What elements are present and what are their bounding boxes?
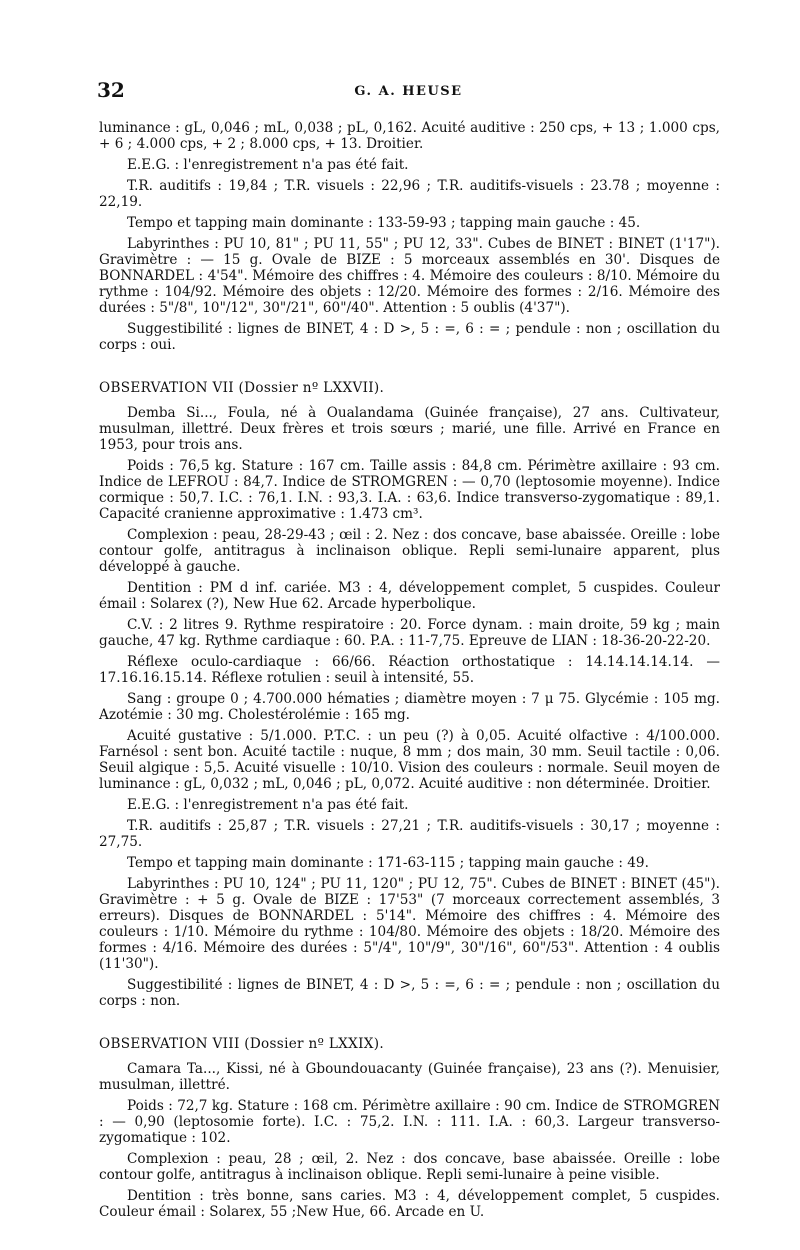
- paragraph: Dentition : très bonne, sans caries. M3 : 4, développement complet, 5 cuspides. Couleur émail : Solarex, 55 ;New Hue, 66. Arcade en U.: [99, 1188, 720, 1220]
- paragraph: C.V. : 2 litres 9. Rythme respiratoire : 20. Force dynam. : main droite, 59 kg ; main gauche, 47 kg. Rythme cardiaque : 60. P.A. : 11-7,75. Epreuve de LIAN : 18-36-20-22-20.: [99, 617, 720, 649]
- paragraph: Demba Si..., Foula, né à Oualandama (Guinée française), 27 ans. Cultivateur, musulman, illettré. Deux frères et trois sœurs ; marié, une fille. Arrivé en France en 1953, pour trois ans.: [99, 405, 720, 453]
- paragraph: Poids : 76,5 kg. Stature : 167 cm. Taille assis : 84,8 cm. Périmètre axillaire : 93 cm. Indice de LEFROU : 84,7. Indice de STROMGREN : — 0,70 (leptosomie moyenne). Indice cormique : 50,7. I.C. : 76,1. I.N. : 93,3. I.A. : 63,6. Indice transverso-zygomatique : 89,1. Capacité cranienne approximative : 1.473 cm³.: [99, 458, 720, 522]
- paragraph: Acuité gustative : 5/1.000. P.T.C. : un peu (?) à 0,05. Acuité olfactive : 4/100.000. Farnésol : sent bon. Acuité tactile : nuque, 8 mm ; dos main, 30 mm. Seuil tactile : 0,06. Seuil algique : 5,5. Acuité visuelle : 10/10. Vision des couleurs : normale. Seuil moyen de luminance : gL, 0,032 ; mL, 0,046 ; pL, 0,072. Acuité auditive : non déterminée. Droitier.: [99, 728, 720, 792]
- paragraph: Labyrinthes : PU 10, 124" ; PU 11, 120" ; PU 12, 75". Cubes de BINET : BINET (45"). Gravimètre : + 5 g. Ovale de BIZE : 17'53" (7 morceaux correctement assemblés, 3 erreurs). Disques de BONNARDEL : 5'14". Mémoire des chiffres : 4. Mémoire des couleurs : 1/10. Mémoire du rythme : 104/80. Mémoire des objets : 18/20. Mémoire des formes : 4/16. Mémoire des durées : 5"/4", 10"/9", 30"/16", 60"/53". Attention : 4 oublis (11'30").: [99, 876, 720, 972]
- section-title-observation-7: OBSERVATION VII (Dossier nº LXXVII).: [99, 380, 385, 396]
- paragraph: Camara Ta..., Kissi, né à Gboundouacanty (Guinée française), 23 ans (?). Menuisier, musulman, illettré.: [99, 1061, 720, 1093]
- paragraph: T.R. auditifs : 25,87 ; T.R. visuels : 27,21 ; T.R. auditifs-visuels : 30,17 ; moyenne : 27,75.: [99, 818, 720, 850]
- paragraph: Labyrinthes : PU 10, 81" ; PU 11, 55" ; PU 12, 33". Cubes de BINET : BINET (1'17"). Gravimètre : — 15 g. Ovale de BIZE : 5 morceaux assemblés en 30'. Disques de BONNARDEL : 4'54". Mémoire des chiffres : 4. Mémoire des couleurs : 8/10. Mémoire du rythme : 104/92. Mémoire des objets : 12/20. Mémoire des formes : 2/16. Mémoire des durées : 5"/8", 10"/12", 30"/21", 60"/40". Attention : 5 oublis (4'37").: [99, 236, 720, 316]
- paragraph: Suggestibilité : lignes de BINET, 4 : D >, 5 : =, 6 : = ; pendule : non ; oscillation du corps : oui.: [99, 321, 720, 353]
- paragraph: Suggestibilité : lignes de BINET, 4 : D >, 5 : =, 6 : = ; pendule : non ; oscillation du corps : non.: [99, 977, 720, 1009]
- paragraph: Complexion : peau, 28-29-43 ; œil : 2. Nez : dos concave, base abaissée. Oreille : lobe contour golfe, antitragus à inclinaison oblique. Repli semi-lunaire apparent, plus développé à gauche.: [99, 527, 720, 575]
- paragraph: Sang : groupe 0 ; 4.700.000 hématies ; diamètre moyen : 7 μ 75. Glycémie : 105 mg. Azotémie : 30 mg. Cholestérolémie : 165 mg.: [99, 691, 720, 723]
- paragraph: E.E.G. : l'enregistrement n'a pas été fait.: [127, 157, 409, 173]
- paragraph: luminance : gL, 0,046 ; mL, 0,038 ; pL, 0,162. Acuité auditive : 250 cps, + 13 ; 1.000 cps, + 6 ; 4.000 cps, + 2 ; 8.000 cps, + 13. Droitier.: [99, 120, 720, 152]
- page-number: 32: [97, 78, 125, 102]
- page-header: [97, 78, 720, 106]
- paragraph: Réflexe oculo-cardiaque : 66/66. Réaction orthostatique : 14.14.14.14.14. — 17.16.16.15.14. Réflexe rotulien : seuil à intensité, 55.: [99, 654, 720, 686]
- paragraph: Complexion : peau, 28 ; œil, 2. Nez : dos concave, base abaissée. Oreille : lobe contour golfe, antitragus à inclinaison oblique. Repli semi-lunaire à peine visible.: [99, 1151, 720, 1183]
- paragraph: E.E.G. : l'enregistrement n'a pas été fait.: [127, 797, 409, 813]
- paragraph: Dentition : PM d inf. cariée. M3 : 4, développement complet, 5 cuspides. Couleur émail : Solarex (?), New Hue 62. Arcade hyperbolique.: [99, 580, 720, 612]
- paragraph: Poids : 72,7 kg. Stature : 168 cm. Périmètre axillaire : 90 cm. Indice de STROMGREN : — 0,90 (leptosomie forte). I.C. : 75,2. I.N. : 111. I.A. : 60,3. Largeur transverso-zygomatique : 102.: [99, 1098, 720, 1146]
- paragraph: Tempo et tapping main dominante : 171-63-115 ; tapping main gauche : 49.: [127, 855, 649, 871]
- paragraph: T.R. auditifs : 19,84 ; T.R. visuels : 22,96 ; T.R. auditifs-visuels : 23.78 ; moyenne : 22,19.: [99, 178, 720, 210]
- running-head: G. A. HEUSE: [354, 84, 463, 99]
- paragraph: Tempo et tapping main dominante : 133-59-93 ; tapping main gauche : 45.: [127, 215, 641, 231]
- section-title-observation-8: OBSERVATION VIII (Dossier nº LXXIX).: [99, 1036, 385, 1052]
- body-text: [99, 120, 720, 1225]
